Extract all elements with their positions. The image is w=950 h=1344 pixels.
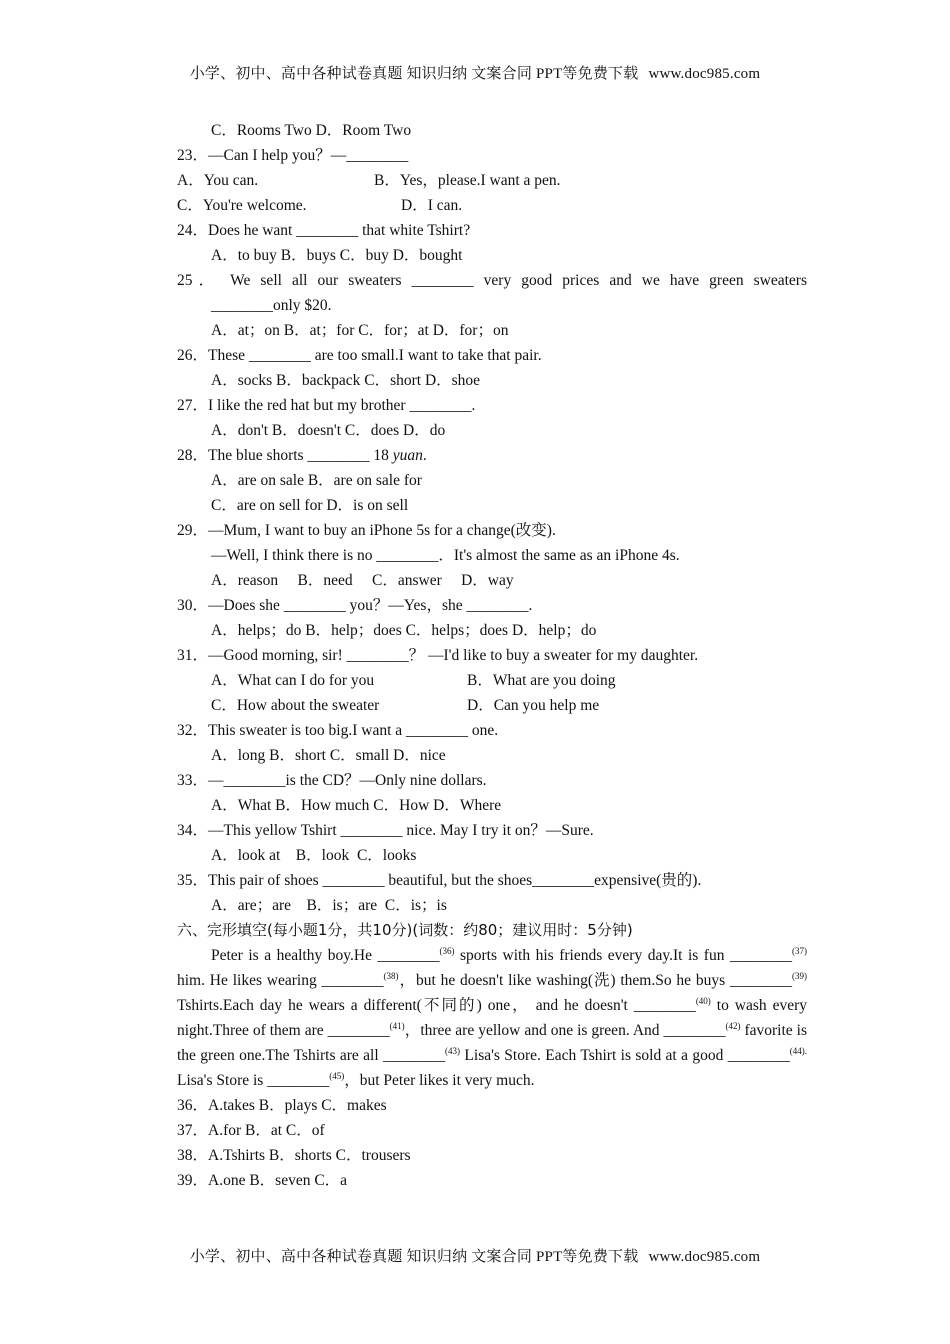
q31-options-cd: [177, 693, 807, 718]
q33-options: A．What B．How much C．How D．Where: [211, 797, 502, 814]
q23-option-d: D．I can.: [401, 197, 463, 214]
footer-text: 小学、初中、高中各种试卷真题 知识归纳 文案合同 PPT等免费下载: [189, 1249, 639, 1265]
q28-stem: [177, 443, 807, 468]
blank-number: (41): [389, 1021, 405, 1031]
q25-options: A．at；on B．at；for C．for；at D．for；on: [211, 322, 509, 339]
page-footer: [0, 1245, 950, 1266]
blank-number: (38): [383, 971, 399, 981]
q23-option-c: C．You're welcome.: [177, 197, 307, 214]
passage-text: Lisa's Store is ________: [177, 1072, 330, 1089]
q33-stem: 33．—________is the CD？—Only nine dollars.: [177, 772, 487, 789]
q25-stem-line2: ________only $20.: [211, 297, 332, 314]
q27-stem: 27．I like the red hat but my brother ________.: [177, 397, 476, 414]
passage-text: Tshirts.Each day he wears a different(不同的) one， and he doesn't ________: [177, 997, 696, 1014]
exam-content: [177, 118, 807, 1193]
q28-options-ab: A．are on sale B．are on sale for: [211, 472, 422, 489]
q25-stem-text: 25． We sell all our sweaters ________ very good prices and we have green sweaters: [177, 272, 807, 289]
passage-text: ，but Peter likes it very much.: [344, 1072, 535, 1089]
q25-stem-line1: [177, 268, 807, 293]
q23-stem: 23．—Can I help you？—________: [177, 147, 409, 164]
blank-number: (39): [792, 971, 807, 981]
blank-number: (36): [439, 946, 455, 956]
q24-stem: 24．Does he want ________ that white Tshirt?: [177, 222, 471, 239]
q26-options: A．socks B．backpack C．short D．shoe: [211, 372, 481, 389]
page-header: [0, 62, 950, 83]
blank-number: (40): [695, 996, 711, 1006]
q23-option-a: A．You can.: [177, 172, 259, 189]
passage-text: Lisa's Store. Each Tshirt is sold at a good ________: [460, 1047, 790, 1064]
q35-options: A．are；are B．is；are C．is；is: [211, 897, 447, 914]
q24-options: A．to buy B．buys C．buy D．bought: [211, 247, 463, 264]
q37-options: 37．A.for B．at C．of: [177, 1122, 325, 1139]
header-text: 小学、初中、高中各种试卷真题 知识归纳 文案合同 PPT等免费下载: [189, 66, 639, 82]
q31-options-ab: [177, 668, 807, 693]
q36-options: 36．A.takes B．plays C．makes: [177, 1097, 387, 1114]
q29-stem-line2: —Well, I think there is no ________．It's almost the same as an iPhone 4s.: [211, 547, 680, 564]
passage-text: ，but he doesn't like washing(洗) them.So he buys ________: [398, 972, 792, 989]
header-url: www.doc985.com: [648, 66, 761, 82]
q31-option-a: A．What can I do for you: [211, 672, 375, 689]
q23-options-ab: [177, 168, 807, 193]
q23-options-cd: [177, 193, 807, 218]
footer-url: www.doc985.com: [648, 1249, 761, 1265]
q28-stem-end: .: [422, 447, 427, 464]
blank-number: (45): [329, 1071, 345, 1081]
q31-option-b: B．What are you doing: [467, 672, 616, 689]
q26-stem: 26．These ________ are too small.I want to take that pair.: [177, 347, 542, 364]
cloze-passage: [177, 943, 807, 1093]
q34-options: A．look at B．look C．looks: [211, 847, 417, 864]
q22-options: C．Rooms Two D．Room Two: [211, 122, 412, 139]
blank-number: (42): [725, 1021, 741, 1031]
blank-number: (44).: [789, 1046, 807, 1056]
passage-text: to wash every night.Three of them are ________: [177, 997, 807, 1039]
q30-options: A．helps；do B．help；does C．helps；does D．help；do: [211, 622, 597, 639]
q29-stem-line1: 29．—Mum, I want to buy an iPhone 5s for a change(改变).: [177, 522, 556, 539]
q23-option-b: B．Yes，please.I want a pen.: [374, 172, 561, 189]
q31-option-d: D．Can you help me: [467, 697, 600, 714]
blank-number: (37): [792, 946, 807, 956]
q35-stem: 35．This pair of shoes ________ beautiful, but the shoes________expensive(贵的).: [177, 872, 702, 889]
q30-stem: 30．—Does she ________ you？—Yes，she ________.: [177, 597, 533, 614]
passage-text: Peter is a healthy boy.He ________: [211, 947, 440, 964]
q32-stem: 32．This sweater is too big.I want a ________ one.: [177, 722, 499, 739]
q32-options: A．long B．short C．small D．nice: [211, 747, 446, 764]
q39-options: 39．A.one B．seven C．a: [177, 1172, 348, 1189]
q28-stem-text: 28．The blue shorts ________ 18: [177, 447, 393, 464]
q34-stem: 34．—This yellow Tshirt ________ nice. May I try it on？—Sure.: [177, 822, 594, 839]
q27-options: A．don't B．doesn't C．does D．do: [211, 422, 446, 439]
passage-text: favorite is the green one.The Tshirts are all ________: [177, 1022, 807, 1064]
q28-stem-italic: yuan: [392, 447, 423, 464]
q31-option-c: C．How about the sweater: [211, 697, 380, 714]
passage-text: ，three are yellow and one is green. And ________: [404, 1022, 726, 1039]
q31-stem: 31．—Good morning, sir! ________？ —I'd like to buy a sweater for my daughter.: [177, 647, 699, 664]
passage-text: him. He likes wearing ________: [177, 972, 384, 989]
q38-options: 38．A.Tshirts B．shorts C．trousers: [177, 1147, 411, 1164]
section-heading: 六、完形填空(每小题1分，共10分)(词数：约80；建议用时：5分钟): [177, 921, 633, 939]
blank-number: (43): [445, 1046, 461, 1056]
q29-options: A．reason B．need C．answer D．way: [211, 572, 514, 589]
passage-text: sports with his friends every day.It is fun ________: [454, 947, 792, 964]
q28-options-cd: C．are on sell for D．is on sell: [211, 497, 409, 514]
